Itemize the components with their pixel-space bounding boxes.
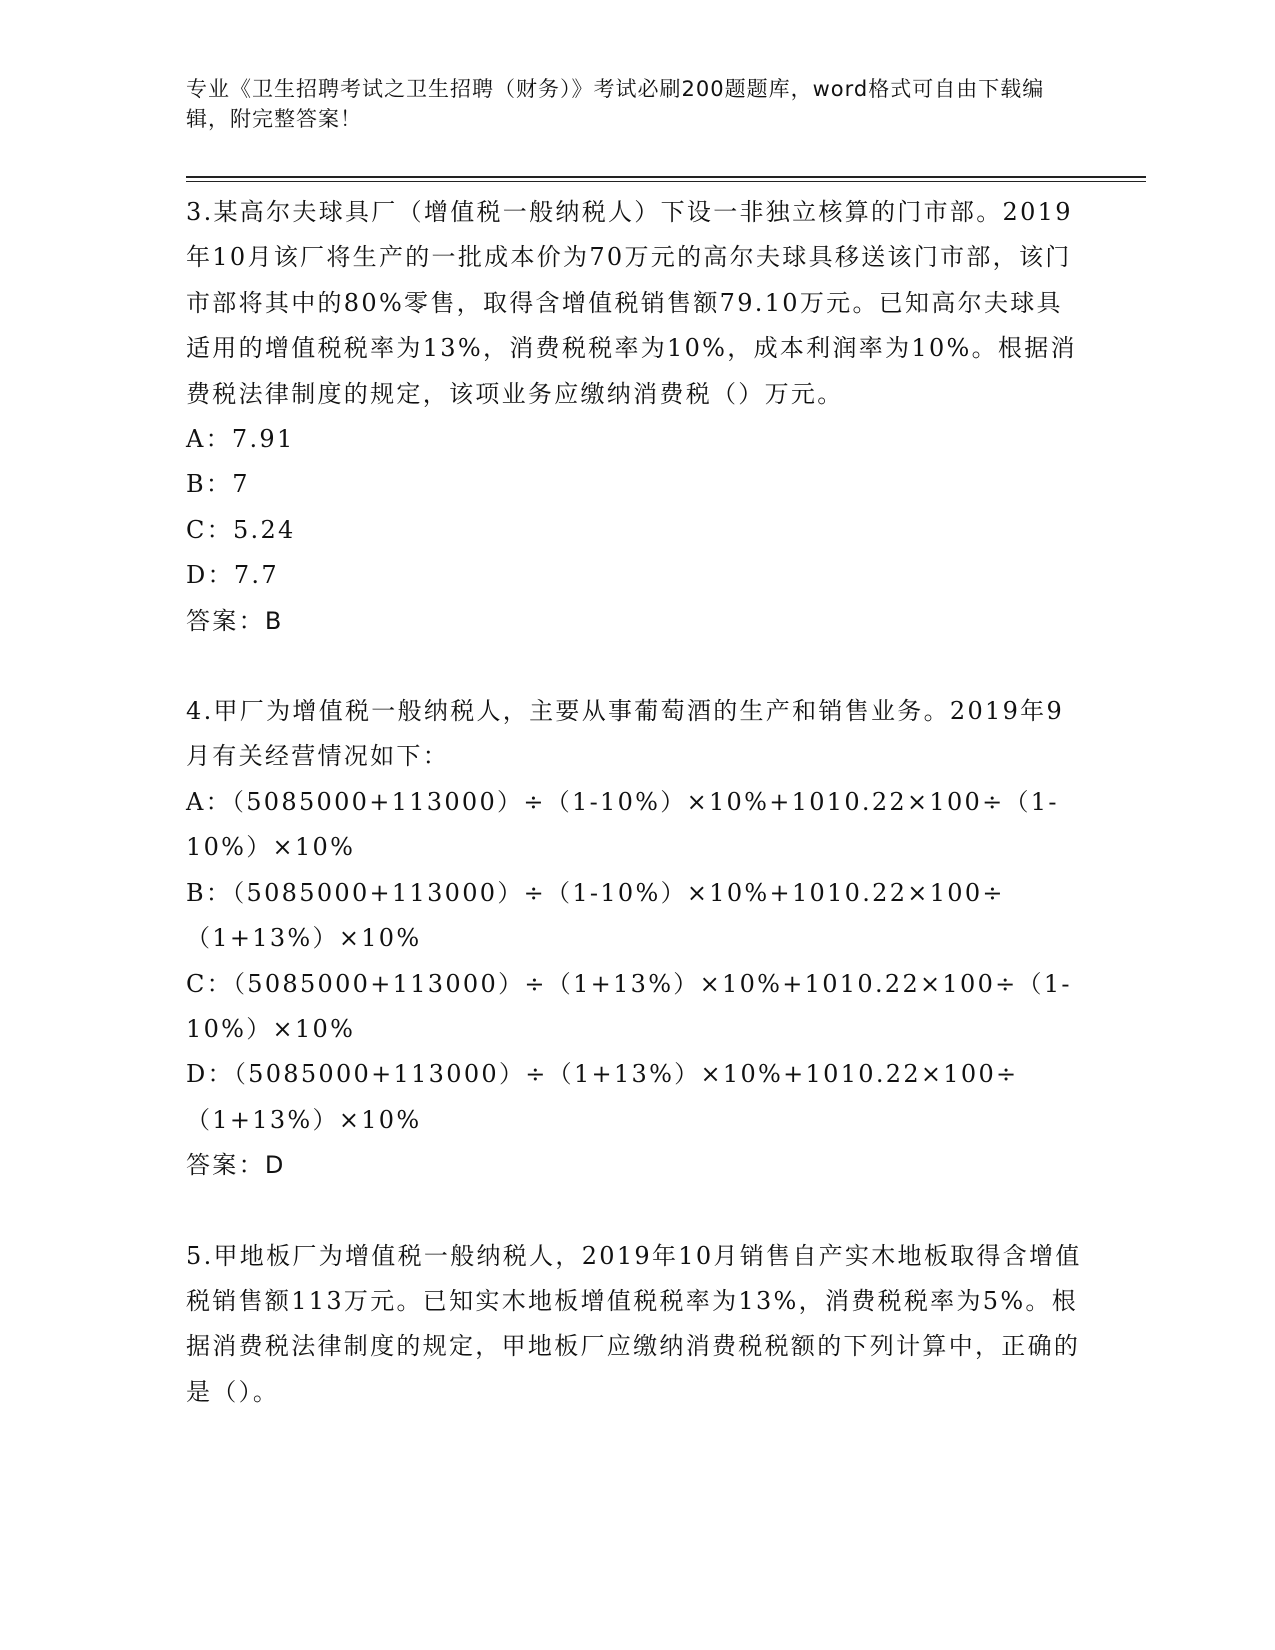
question-list <box>186 190 1086 1460</box>
question-4 <box>186 689 1086 1188</box>
option-b: B：7 <box>186 470 250 499</box>
option-d: D：7.7 <box>186 561 279 590</box>
option-d: D：（5085000+113000）÷（1+13%）×10%+1010.22×100÷（1+13%）×10% <box>186 1060 1019 1134</box>
question-3 <box>186 190 1086 644</box>
question-stem: 4.甲厂为增值税一般纳税人，主要从事葡萄酒的生产和销售业务。2019年9月有关经营情况如下： <box>186 697 1065 771</box>
option-c: C：5.24 <box>186 515 296 544</box>
answer: 答案：D <box>186 1151 286 1180</box>
document-header <box>186 74 1066 134</box>
option-a: A：（5085000+113000）÷（1-10%）×10%+1010.22×100÷（1-10%）×10% <box>186 787 1059 862</box>
header-title: 专业《卫生招聘考试之卫生招聘（财务）》考试必刷200题题库，word格式可自由下载编辑，附完整答案！ <box>186 77 1045 131</box>
header-rule-thin <box>186 181 1146 182</box>
question-stem: 3.某高尔夫球具厂（增值税一般纳税人）下设一非独立核算的门市部。2019年10月该厂将生产的一批成本价为70万元的高尔夫球具移送该门市部，该门市部将其中的80%零售，取得含增值税销售额79.10万元。已知高尔夫球具适用的增值税税率为13%，消费税税率为10%，成本利润率为10%。根据消费税法律制度的规定，该项业务应缴纳消费税（）万元。 <box>186 198 1077 408</box>
option-a: A：7.91 <box>186 425 295 454</box>
option-c: C：（5085000+113000）÷（1+13%）×10%+1010.22×100÷（1-10%）×10% <box>186 969 1072 1043</box>
question-5 <box>186 1234 1086 1416</box>
question-stem: 5.甲地板厂为增值税一般纳税人，2019年10月销售自产实木地板取得含增值税销售额113万元。已知实木地板增值税税率为13%，消费税税率为5%。根据消费税法律制度的规定，甲地板厂应缴纳消费税税额的下列计算中，正确的是（）。 <box>186 1241 1082 1406</box>
header-rule-thick <box>186 176 1146 178</box>
option-b: B：（5085000+113000）÷（1-10%）×10%+1010.22×100÷（1+13%）×10% <box>186 878 1005 953</box>
answer: 答案：B <box>186 606 284 635</box>
